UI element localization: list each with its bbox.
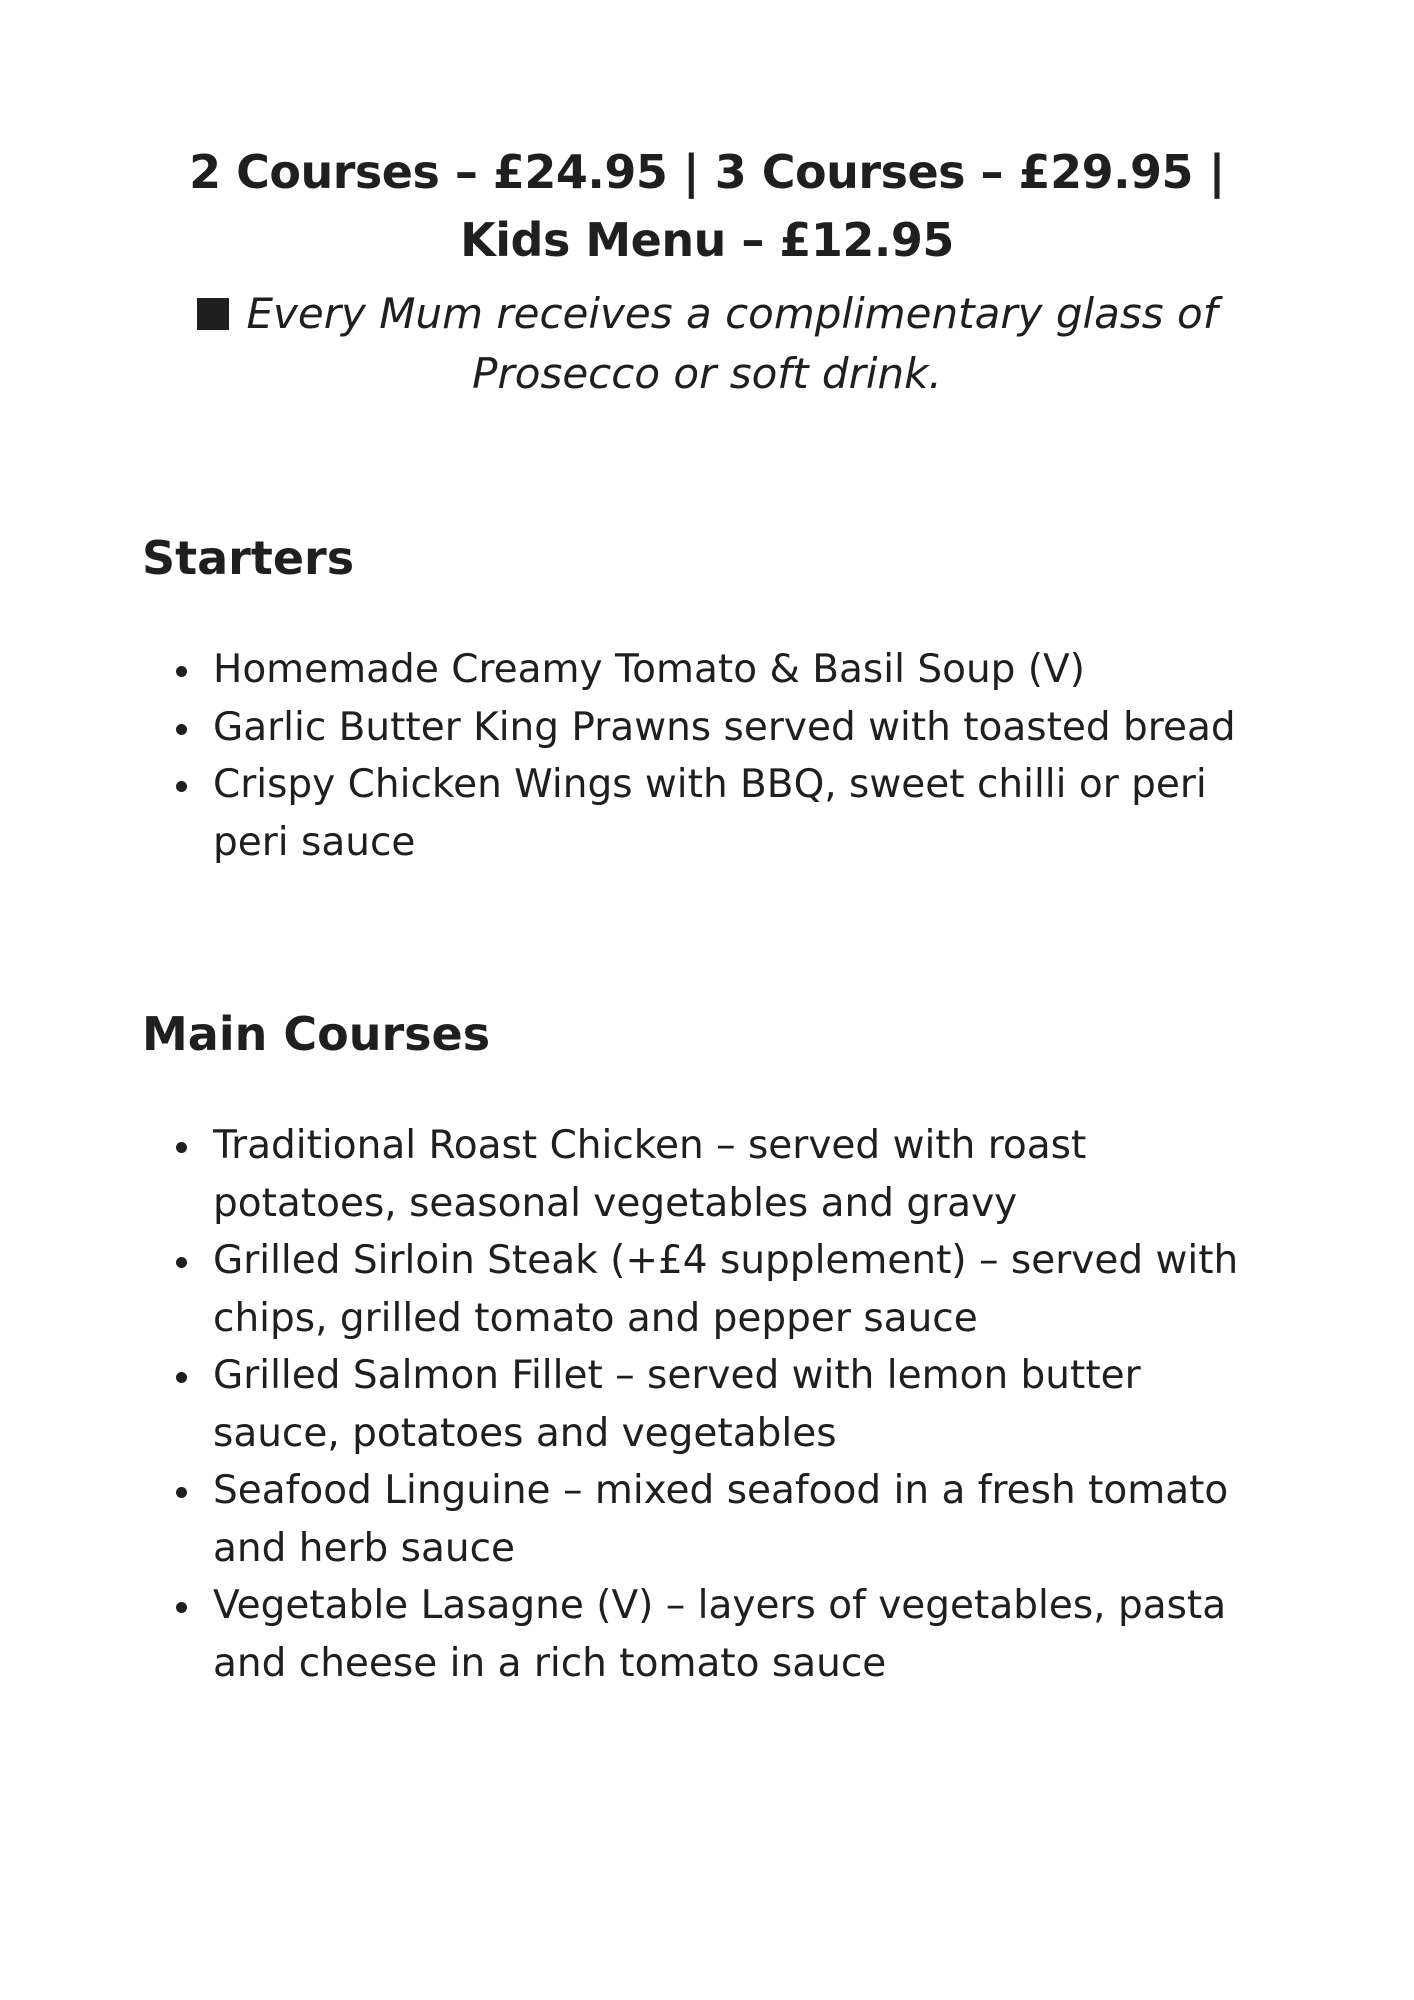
promo-text: Every Mum receives a complimentary glass of Prosecco or soft drink. [246, 289, 1218, 398]
list-item: Traditional Roast Chicken – served with roast potatoes, seasonal vegetables and gravy [0, 1117, 1263, 1232]
main-courses-heading: Main Courses [142, 1007, 491, 1061]
list-item: Seafood Linguine – mixed seafood in a fresh tomato and herb sauce [0, 1462, 1263, 1577]
starters-list [0, 641, 1414, 871]
list-item: Garlic Butter King Prawns served with toasted bread [0, 699, 1263, 757]
list-item: Grilled Sirloin Steak (+£4 supplement) – served with chips, grilled tomato and pepper sauce [0, 1232, 1263, 1347]
square-bullet-icon [197, 298, 229, 330]
price-heading: 2 Courses – £24.95 | 3 Courses – £29.95 | Kids Menu – £12.95 [189, 145, 1225, 267]
starters-heading: Starters [142, 531, 355, 585]
list-item: Homemade Creamy Tomato & Basil Soup (V) [0, 641, 1263, 699]
promo-note [150, 284, 1264, 404]
main-courses-list [0, 1117, 1414, 1692]
list-item: Crispy Chicken Wings with BBQ, sweet chilli or peri peri sauce [0, 756, 1263, 871]
list-item: Grilled Salmon Fillet – served with lemon butter sauce, potatoes and vegetables [0, 1347, 1263, 1462]
list-item: Vegetable Lasagne (V) – layers of vegetables, pasta and cheese in a rich tomato sauce [0, 1577, 1263, 1692]
